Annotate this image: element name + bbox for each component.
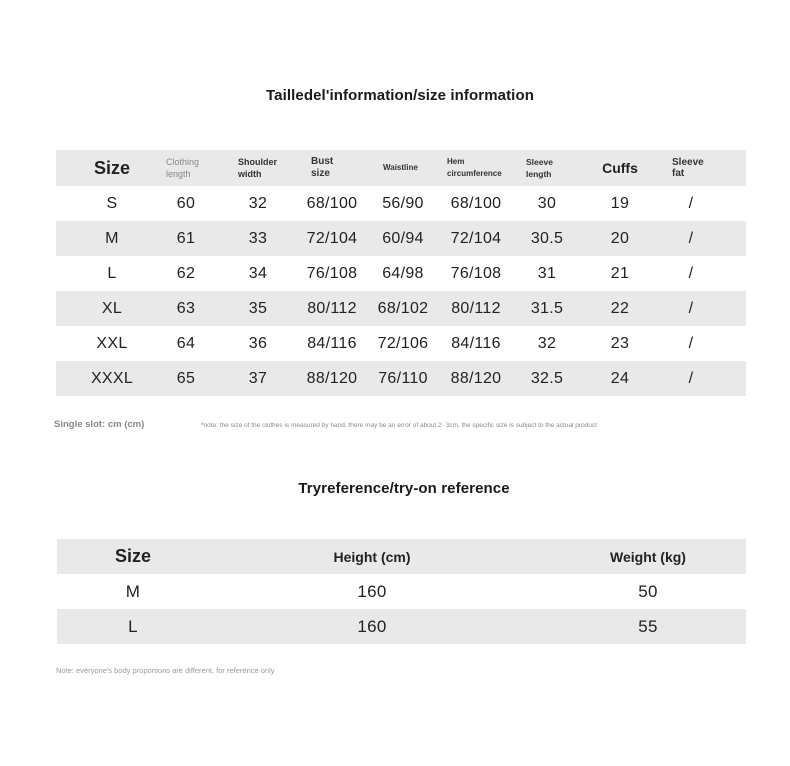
cell-bust-size: 76/108 (306, 264, 358, 282)
cell-sleeve-fat: / (688, 334, 694, 352)
header-size: Size (114, 546, 152, 566)
proportions-note: Note: everyone's body proportions are different, for reference only (56, 666, 275, 675)
header-cuffs: Cuffs (602, 160, 638, 176)
header-bust-size: Bust size (311, 156, 334, 179)
cell-waistline: 72/106 (377, 334, 429, 352)
cell-shoulder-width: 32 (248, 194, 268, 212)
table-row (56, 186, 746, 221)
size-information-title: Tailledel'information/size information (266, 87, 534, 104)
cell-shoulder-width: 34 (248, 264, 268, 282)
table-row (57, 609, 746, 644)
cell-size: M (125, 581, 141, 601)
cell-size: XL (101, 299, 123, 317)
cell-waistline: 60/94 (382, 229, 424, 247)
header-height: Height (cm) (333, 548, 411, 565)
cell-cuffs: 24 (610, 369, 630, 387)
table-row (56, 361, 746, 396)
cell-cuffs: 22 (610, 299, 630, 317)
cell-cuffs: 21 (610, 264, 630, 282)
cell-weight: 50 (638, 581, 658, 601)
cell-sleeve-length: 31.5 (530, 299, 564, 317)
cell-shoulder-width: 36 (248, 334, 268, 352)
cell-hem-circumference: 84/116 (451, 334, 501, 352)
table-row (56, 256, 746, 291)
cell-sleeve-length: 32.5 (530, 369, 564, 387)
cell-waistline: 68/102 (377, 299, 429, 317)
table-row (56, 221, 746, 256)
cell-hem-circumference: 80/112 (451, 299, 501, 317)
table-row (56, 291, 746, 326)
cell-sleeve-fat: / (688, 229, 694, 247)
cell-hem-circumference: 72/104 (450, 229, 502, 247)
header-sleeve-length: Sleeve length (526, 157, 553, 179)
header-clothing-length: Clothing length (166, 157, 200, 179)
cell-cuffs: 23 (610, 334, 630, 352)
cell-clothing-length: 63 (176, 299, 196, 317)
try-on-table (57, 539, 746, 644)
cell-sleeve-fat: / (688, 299, 694, 317)
cell-hem-circumference: 68/100 (450, 194, 502, 212)
cell-shoulder-width: 37 (248, 369, 268, 387)
cell-sleeve-fat: / (688, 369, 694, 387)
cell-waistline: 56/90 (382, 194, 424, 212)
cell-shoulder-width: 33 (248, 229, 268, 247)
cell-bust-size: 84/116 (307, 334, 357, 352)
cell-cuffs: 20 (610, 229, 630, 247)
cell-bust-size: 80/112 (307, 299, 357, 317)
cell-size: M (105, 229, 119, 247)
cell-bust-size: 68/100 (306, 194, 358, 212)
try-on-reference-title: Tryreference/try-on reference (298, 480, 510, 497)
cell-sleeve-length: 30.5 (530, 229, 564, 247)
cell-waistline: 76/110 (378, 369, 428, 387)
cell-sleeve-fat: / (688, 264, 694, 282)
cell-clothing-length: 65 (176, 369, 196, 387)
header-size: Size (93, 157, 131, 178)
table-row (56, 326, 746, 361)
cell-size: S (106, 194, 118, 212)
cell-size: L (128, 616, 138, 636)
cell-sleeve-length: 32 (537, 334, 557, 352)
cell-waistline: 64/98 (382, 264, 424, 282)
cell-sleeve-fat: / (688, 194, 694, 212)
header-weight: Weight (kg) (610, 548, 686, 565)
cell-height: 160 (357, 581, 387, 601)
cell-height: 160 (357, 616, 387, 636)
unit-note: Single slot: cm (cm) (54, 419, 145, 430)
table-row (57, 574, 746, 609)
cell-sleeve-length: 31 (537, 264, 557, 282)
header-waistline: Waistline (383, 163, 418, 172)
cell-size: XXXL (90, 369, 134, 387)
cell-clothing-length: 64 (176, 334, 196, 352)
header-hem-circumference: Hem circumference (447, 157, 502, 178)
cell-clothing-length: 60 (176, 194, 196, 212)
cell-hem-circumference: 88/120 (450, 369, 502, 387)
cell-weight: 55 (638, 616, 658, 636)
try-on-table-header (57, 539, 746, 574)
measurement-note: *note: the size of the clothes is measured by hand, there may be an error of about 2- 3cm, the specific size is subject to the actual product (201, 422, 597, 429)
header-shoulder-width: Shoulder width (238, 157, 278, 179)
cell-clothing-length: 62 (176, 264, 196, 282)
cell-cuffs: 19 (610, 194, 630, 212)
cell-bust-size: 88/120 (306, 369, 358, 387)
cell-hem-circumference: 76/108 (450, 264, 502, 282)
cell-sleeve-length: 30 (537, 194, 557, 212)
cell-shoulder-width: 35 (248, 299, 268, 317)
header-sleeve-fat: Sleeve fat (672, 157, 704, 179)
cell-clothing-length: 61 (176, 229, 196, 247)
size-table (56, 150, 746, 396)
size-table-header (56, 150, 746, 186)
cell-bust-size: 72/104 (306, 229, 358, 247)
cell-size: XXL (96, 334, 128, 352)
cell-size: L (107, 264, 117, 282)
